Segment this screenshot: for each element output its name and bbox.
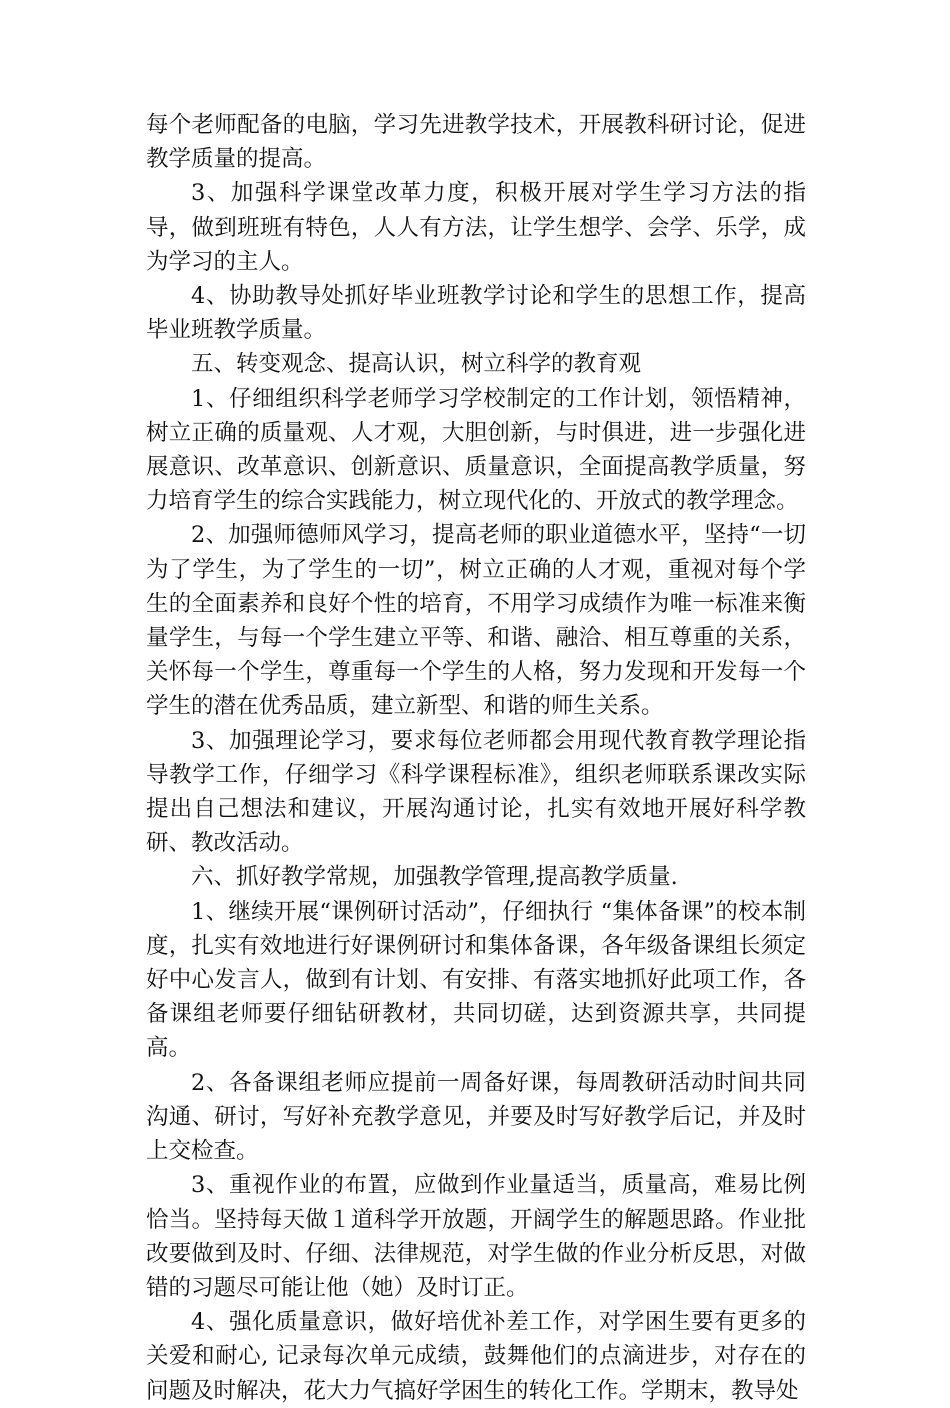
paragraph-item-4: 4、协助教导处抓好毕业班教学讨论和学生的思想工作，提高毕业班教学质量。 — [146, 283, 806, 344]
section-heading-5: 五、转变观念、提高认识，树立科学的教育观 — [191, 351, 642, 378]
paragraph-6-1: 1、继续开展“课例研讨活动”，仔细执行 “集体备课”的校本制度，扎实有效地进行好课例研讨和集体备课，各年级备课组长须定好中心发言人，做到有计划、有安排、有落实地抓好此项工作，各备课组老师要仔细钻研教材，共同切磋，达到资源共享，共同提高。 — [146, 898, 806, 1062]
section-heading-6: 六、抓好教学常规，加强教学管理,提高教学质量. — [191, 864, 678, 891]
paragraph-6-3: 3、重视作业的布置，应做到作业量适当，质量高，难易比例恰当。坚持每天做１道科学开放题，开阔学生的解题思路。作业批改要做到及时、仔细、法律规范，对学生做的作业分析反思，对做错的习题尽可能让他（她）及时订正。 — [146, 1172, 806, 1301]
paragraph-5-1: 1、仔细组织科学老师学习学校制定的工作计划，领悟精神，树立正确的质量观、人才观，大胆创新，与时俱进，进一步强化进展意识、改革意识、创新意识、质量意识，全面提高教学质量，努力培育学生的综合实践能力，树立现代化的、开放式的教学理念。 — [146, 385, 806, 515]
paragraph-6-4: 4、强化质量意识，做好培优补差工作，对学困生要有更多的关爱和耐心, 记录每次单元成绩，鼓舞他们的点滴进步，对存在的问题及时解决，花大力气搞好学困生的转化工作。学期末，教导处 — [146, 1309, 806, 1404]
paragraph-continuation: 每个老师配备的电脑，学习先进教学技术，开展教科研讨论，促进教学质量的提高。 — [146, 112, 806, 173]
paragraph-item-3: 3、加强科学课堂改革力度，积极开展对学生学习方法的指导，做到班班有特色，人人有方法，让学生想学、会学、乐学，成为学习的主人。 — [146, 180, 806, 275]
paragraph-5-2: 2、加强师德师风学习，提高老师的职业道德水平，坚持“一切为了学生，为了学生的一切”，树立正确的人才观，重视对每个学生的全面素养和良好个性的培育，不用学习成绩作为唯一标准来衡量学生，与每一个学生建立平等、和谐、融洽、相互尊重的关系，关怀每一个学生，尊重每一个学生的人格，努力发现和开发每一个学生的潜在优秀品质，建立新型、和谐的师生关系。 — [146, 522, 806, 720]
paragraph-5-3: 3、加强理论学习，要求每位老师都会用现代教育教学理论指导教学工作，仔细学习《科学课程标准》，组织老师联系课改实际提出自己想法和建议，开展沟通讨论，扎实有效地开展好科学教研、教改活动。 — [146, 727, 806, 857]
document-body — [146, 108, 806, 1408]
paragraph-6-2: 2、各备课组老师应提前一周备好课，每周教研活动时间共同沟通、研讨，写好补充教学意见，并要及时写好教学后记，并及时上交检查。 — [146, 1069, 806, 1165]
